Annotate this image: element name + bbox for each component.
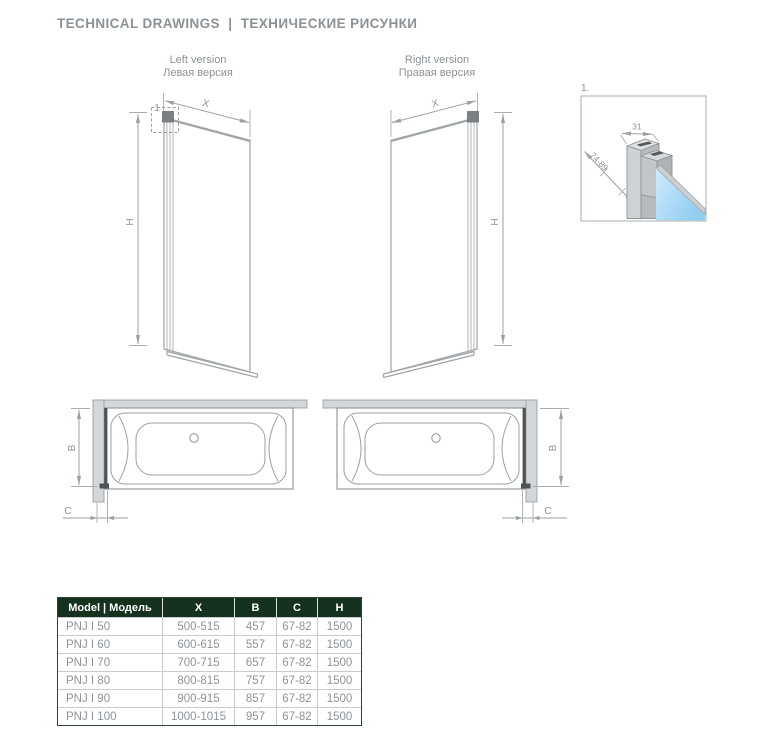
profile-detail-drawing (581, 83, 706, 221)
table-header-row (58, 598, 361, 617)
table-row (58, 635, 361, 653)
dim-label-x-right: X (430, 97, 440, 111)
drain-icon (432, 434, 440, 442)
dim-label-h-right: H (490, 218, 501, 226)
model-cell: PNJ I 80 (58, 671, 163, 689)
left-version-ru: Левая версия (163, 66, 233, 79)
left-panel-drawing (125, 93, 258, 378)
h-cell: 1500 (318, 689, 361, 707)
c-cell: 67-82 (277, 635, 318, 653)
x-cell: 900-915 (163, 689, 235, 707)
left-version-en: Left version (169, 54, 227, 66)
b-cell: 857 (235, 689, 277, 707)
screen-foot-right-view (521, 484, 531, 489)
table-row (58, 671, 361, 689)
drain-icon (190, 434, 198, 442)
column-header-x: X (163, 598, 235, 617)
dimensions-table (57, 597, 362, 726)
profile-top-cap-left (163, 112, 174, 123)
h-cell: 1500 (318, 671, 361, 689)
right-version-ru: Правая версия (398, 66, 476, 79)
wall-top-left-view (93, 400, 307, 408)
detail-box-label: 1. (581, 83, 590, 94)
right-version-en: Right version (404, 54, 470, 66)
right-panel-drawing (384, 93, 513, 378)
x-cell: 800-815 (163, 671, 235, 689)
dim-label-h-left: H (125, 218, 136, 226)
x-cell: 500-515 (163, 617, 235, 635)
dim-label-b-left: B (67, 444, 78, 452)
model-cell: PNJ I 100 (58, 707, 163, 725)
column-header-c: C (277, 598, 318, 617)
wall-top-right-view (323, 400, 537, 408)
dim-label-31: 31 (632, 121, 642, 132)
column-header-b: B (235, 598, 277, 617)
model-cell: PNJ I 60 (58, 635, 163, 653)
c-cell: 67-82 (277, 671, 318, 689)
c-cell: 67-82 (277, 653, 318, 671)
right-bath-top-view (323, 400, 569, 523)
model-cell: PNJ I 90 (58, 689, 163, 707)
h-cell: 1500 (318, 635, 361, 653)
column-header-h: H (318, 598, 361, 617)
b-cell: 757 (235, 671, 277, 689)
table-row (58, 617, 361, 635)
model-cell: PNJ I 50 (58, 617, 163, 635)
x-cell: 700-715 (163, 653, 235, 671)
c-cell: 67-82 (277, 617, 318, 635)
c-cell: 67-82 (277, 689, 318, 707)
h-cell: 1500 (318, 653, 361, 671)
screen-panel-left-view (104, 408, 107, 486)
detail-marker-label: 1 (154, 103, 160, 114)
b-cell: 657 (235, 653, 277, 671)
dim-label-74-89: 74-89 (588, 150, 611, 173)
x-cell: 600-615 (163, 635, 235, 653)
c-cell: 67-82 (277, 707, 318, 725)
dim-label-x-left: X (201, 97, 211, 111)
page-title: TECHNICAL DRAWINGS | ТЕХНИЧЕСКИЕ РИСУНКИ (57, 16, 418, 31)
b-cell: 957 (235, 707, 277, 725)
screen-panel-right-view (523, 408, 526, 486)
column-header-model: Model | Модель (58, 598, 163, 617)
dim-label-c-left: C (64, 506, 72, 517)
table-row (58, 689, 361, 707)
left-bath-top-view (63, 400, 307, 523)
b-cell: 557 (235, 635, 277, 653)
table-row (58, 653, 361, 671)
b-cell: 457 (235, 617, 277, 635)
dim-label-b-right: B (548, 444, 559, 452)
h-cell: 1500 (318, 617, 361, 635)
h-cell: 1500 (318, 707, 361, 725)
dim-label-c-right: C (544, 506, 552, 517)
profile-top-cap-right (468, 112, 479, 123)
model-cell: PNJ I 70 (58, 653, 163, 671)
x-cell: 1000-1015 (163, 707, 235, 725)
table-row (58, 707, 361, 725)
screen-foot-left-view (100, 484, 110, 489)
